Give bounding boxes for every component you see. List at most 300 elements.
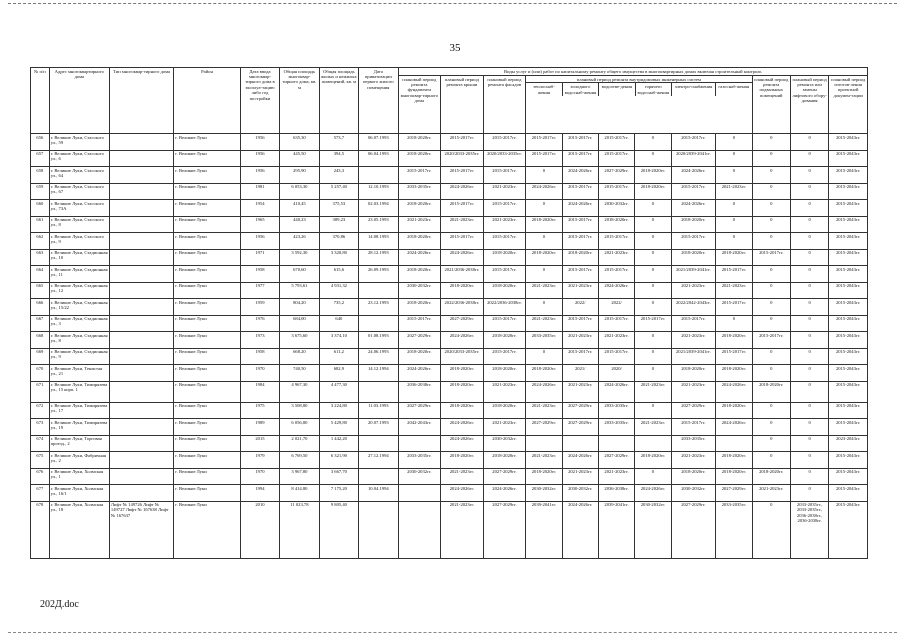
cell-addr: г. Великие Луки, Тимирязева ул., 15 корп. 1: [49, 381, 109, 402]
cell-drain: 2030-2032гг.: [598, 200, 634, 217]
cell-addr: г. Великие Луки, Тенистая ул., 21: [49, 365, 109, 382]
cell-cold: 2021/: [562, 365, 598, 382]
cell-hot: 0: [635, 134, 671, 151]
cell-elec: 2015-2017гг.: [671, 183, 716, 200]
cell-elev: 0: [790, 435, 828, 452]
cell-priv: [359, 315, 398, 332]
cell-roof: 2024-2026гг.: [441, 183, 484, 200]
cell-gas: 2018-2020гг.: [716, 402, 752, 419]
cell-docs: 2015-2043гг.: [829, 468, 868, 485]
cell-priv: 23.12.1993: [359, 299, 398, 316]
cell-addr: г. Великие Луки, Фабричная ул., 2: [49, 452, 109, 469]
cell-addr: г. Великие Луки, Холмская ул., 16/1: [49, 485, 109, 502]
cell-base: 2021-2023гг.: [752, 485, 790, 502]
cell-elev: 0: [790, 381, 828, 402]
cell-base: 0: [752, 200, 790, 217]
cell-priv: 20.07.1993: [359, 419, 398, 436]
cell-addr: г. Великие Луки, Стаcского ул., 67: [49, 183, 109, 200]
cell-year: 1959: [240, 299, 279, 316]
cell-res: 394,5: [319, 150, 358, 167]
cell-drain: 2015-2017гг.: [598, 348, 634, 365]
cell-res: 243,3: [319, 167, 358, 184]
cell-drain: 2021-2023гг.: [598, 332, 634, 349]
header-engineering-subcols: [526, 83, 751, 96]
cell-dist: г. Великие Луки: [174, 134, 240, 151]
cell-roof: 2024-2026гг.: [441, 332, 484, 349]
cell-hot: 2018-2020гг.: [635, 452, 671, 469]
cell-n: 669: [31, 348, 50, 365]
cell-fac: 2018-2020гг.: [483, 332, 526, 349]
cell-found: 2018-2020гг.: [398, 134, 441, 151]
cell-cold: 2027-2029гг.: [562, 419, 598, 436]
cell-drain: 2022/: [598, 299, 634, 316]
cell-dist: г. Великие Луки: [174, 282, 240, 299]
cell-roof: 2027-2029гг.: [441, 315, 484, 332]
cell-base: 0: [752, 419, 790, 436]
cell-found: 2036-2038гг.: [398, 381, 441, 402]
cell-priv: 28.12.1993: [359, 249, 398, 266]
cell-dist: г. Великие Луки: [174, 167, 240, 184]
cell-type: [109, 299, 173, 316]
cell-elev: 0: [790, 233, 828, 250]
cell-docs: 2015-2043гг.: [829, 183, 868, 200]
header-engineering-group: плановый период ремонта внутридомовых инженерных систем: [526, 76, 751, 83]
cell-year: 1975: [240, 402, 279, 419]
cell-cold: 2015-2017гг.: [562, 233, 598, 250]
cell-dist: г. Великие Луки: [174, 419, 240, 436]
cell-found: 2018-2020гг.: [398, 200, 441, 217]
cell-area: 3 675,60: [280, 332, 319, 349]
header-privatization-date: Дата приватизации первого жилого помещения: [359, 68, 398, 134]
cell-area: 3 508,80: [280, 402, 319, 419]
cell-base: 0: [752, 134, 790, 151]
cell-elev: 0: [790, 332, 828, 349]
cell-fac: 2015-2017гг.: [483, 348, 526, 365]
cell-type: [109, 435, 173, 452]
cell-addr: г. Великие Луки, Тимирязева ул., 17: [49, 402, 109, 419]
cell-found: 2015-2017гг.: [398, 167, 441, 184]
cell-year: 1994: [240, 485, 279, 502]
cell-res: 6 321,90: [319, 452, 358, 469]
cell-type: [109, 365, 173, 382]
cell-gas: 0: [716, 233, 752, 250]
cell-docs: 2015-2043гг.: [829, 315, 868, 332]
table-row: [31, 282, 868, 299]
cell-docs: 2015-2043гг.: [829, 332, 868, 349]
cell-elev: 0: [790, 468, 828, 485]
cell-n: 670: [31, 365, 50, 382]
cell-res: 615,6: [319, 266, 358, 283]
cell-hot: 2030-2032гг.: [635, 501, 671, 558]
cell-n: 671: [31, 381, 50, 402]
cell-type: [109, 233, 173, 250]
cell-type: [109, 402, 173, 419]
cell-dist: г. Великие Луки: [174, 468, 240, 485]
cell-n: 663: [31, 249, 50, 266]
cell-elec: 2015-2017гг.: [671, 315, 716, 332]
cell-fac: 2021-2023гг.: [483, 183, 526, 200]
cell-base: 0: [752, 233, 790, 250]
header-design-docs: плановый период изготов-ления проектной докумен-тации: [829, 76, 868, 134]
cell-dist: г. Великие Луки: [174, 402, 240, 419]
cell-area: 635,30: [280, 134, 319, 151]
cell-base: 0: [752, 435, 790, 452]
cell-area: 410,45: [280, 200, 319, 217]
cell-heat: 2024-2026гг.: [526, 381, 562, 402]
cell-res: 682,9: [319, 365, 358, 382]
header-basement: плановый период ремонта подвальных помещений: [752, 76, 790, 134]
cell-docs: 2015-2043гг.: [829, 233, 868, 250]
cell-base: 0: [752, 501, 790, 558]
cell-elec: 2021-2023гг.: [671, 381, 716, 402]
cell-gas: [716, 435, 752, 452]
cell-dist: г. Великие Луки: [174, 183, 240, 200]
cell-type: [109, 249, 173, 266]
bottom-scan-line: [8, 632, 897, 633]
table-body: [31, 134, 868, 559]
cell-type: [109, 266, 173, 283]
cell-priv: 14.08.1993: [359, 233, 398, 250]
cell-roof: 2021-2023гг.: [441, 216, 484, 233]
cell-fac: 2020/2033-2035гг.: [483, 150, 526, 167]
cell-drain: 2021-2023гг.: [598, 249, 634, 266]
cell-res: 3 374,10: [319, 332, 358, 349]
cell-fac: 2018-2020гг.: [483, 365, 526, 382]
cell-dist: г. Великие Луки: [174, 485, 240, 502]
cell-roof: 2022/2036-2038гг.: [441, 299, 484, 316]
table-row: [31, 216, 868, 233]
cell-elec: 2015-2017гг.: [671, 134, 716, 151]
cell-fac: 2024-2026гг.: [483, 485, 526, 502]
cell-roof: 2024-2026гг.: [441, 249, 484, 266]
cell-cold: 2021-2023гг.: [562, 381, 598, 402]
cell-year: 1958: [240, 348, 279, 365]
cell-drain: 2020/: [598, 365, 634, 382]
cell-roof: 2021-2023гг.: [441, 501, 484, 558]
cell-addr: г. Великие Луки, Стадионная ул., 9: [49, 348, 109, 365]
cell-elev: 0: [790, 150, 828, 167]
cell-year: 1970: [240, 365, 279, 382]
cell-n: 673: [31, 419, 50, 436]
cell-heat: 0: [526, 299, 562, 316]
cell-n: 661: [31, 216, 50, 233]
cell-addr: г. Великие Луки, Стадионная ул., 11: [49, 266, 109, 283]
cell-heat: 2018-2020гг.: [526, 249, 562, 266]
cell-dist: г. Великие Луки: [174, 216, 240, 233]
cell-area: 8 414,80: [280, 485, 319, 502]
cell-roof: 2018-2020гг.: [441, 402, 484, 419]
cell-n: 676: [31, 468, 50, 485]
cell-res: 5 257,40: [319, 183, 358, 200]
cell-gas: 2015-2017гг.: [716, 348, 752, 365]
cell-year: 1981: [240, 183, 279, 200]
cell-priv: 23.05.1993: [359, 216, 398, 233]
header-works-group: Виды услуг и (или) работ по капитальному ремонту общего имущества в многоквартирных домах включая строительный контроль: [398, 68, 867, 76]
cell-roof: 2018-2020гг.: [441, 365, 484, 382]
cell-docs: 2015-2043гг.: [829, 419, 868, 436]
cell-area: 445,50: [280, 150, 319, 167]
cell-heat: 2030-2032гг.: [526, 485, 562, 502]
cell-priv: [359, 282, 398, 299]
cell-found: 2030-2032гг.: [398, 282, 441, 299]
cell-hot: 2018-2020гг.: [635, 167, 671, 184]
cell-elev: 0: [790, 216, 828, 233]
header-hot-water: горячего водоснаб-жения: [636, 83, 672, 96]
cell-fac: 2015-2017гг.: [483, 233, 526, 250]
cell-hot: 0: [635, 365, 671, 382]
table-row: [31, 381, 868, 402]
cell-gas: 2024-2026гг.: [716, 381, 752, 402]
cell-year: 2015: [240, 435, 279, 452]
cell-hot: 0: [635, 299, 671, 316]
cell-priv: [359, 381, 398, 402]
cell-fac: 2021-2023гг.: [483, 381, 526, 402]
table-row: [31, 332, 868, 349]
cell-cold: 2027-2029гг.: [562, 402, 598, 419]
cell-found: 2027-2029гг.: [398, 332, 441, 349]
cell-fac: 2022/2036-2038гг.: [483, 299, 526, 316]
cell-dist: г. Великие Луки: [174, 381, 240, 402]
cell-gas: 2018-2020гг.: [716, 452, 752, 469]
cell-drain: 2039-2041гг.: [598, 501, 634, 558]
header-total-area: Общая площадь многоквар-тирного дома, кв. м: [280, 68, 319, 134]
cell-elec: 2021-2023гг.: [671, 452, 716, 469]
cell-cold: 2015-2017гг.: [562, 183, 598, 200]
cell-elev: 0: [790, 266, 828, 283]
cell-drain: [598, 435, 634, 452]
cell-n: 678: [31, 501, 50, 558]
cell-roof: 2020/2033-2035гг.: [441, 150, 484, 167]
cell-cold: 2015-2017гг.: [562, 266, 598, 283]
cell-hot: 0: [635, 216, 671, 233]
cell-area: 740,50: [280, 365, 319, 382]
cell-n: 672: [31, 402, 50, 419]
header-year-built: Дата ввода многоквар-тирного дома в эксплуа-тацию либо год постройки: [240, 68, 279, 134]
cell-found: 2018-2020гг.: [398, 233, 441, 250]
cell-addr: г. Великие Луки, Стаcского ул., 64: [49, 167, 109, 184]
cell-hot: 0: [635, 282, 671, 299]
cell-cold: 2024-2026гг.: [562, 167, 598, 184]
cell-res: 640: [319, 315, 358, 332]
cell-found: [398, 501, 441, 558]
cell-base: 2015-2017гг.: [752, 249, 790, 266]
table-row: [31, 348, 868, 365]
cell-fac: 2018-2020гг.: [483, 249, 526, 266]
cell-docs: 2015-2043гг.: [829, 348, 868, 365]
cell-elec: 2021/2039-2041гг.: [671, 348, 716, 365]
cell-year: 1976: [240, 315, 279, 332]
cell-base: 0: [752, 167, 790, 184]
cell-type: [109, 381, 173, 402]
cell-year: 1989: [240, 419, 279, 436]
cell-type: [109, 485, 173, 502]
table-row: [31, 167, 868, 184]
header-engineering: [526, 76, 752, 134]
cell-roof: 2024-2026гг.: [441, 419, 484, 436]
cell-fac: 2027-2029гг.: [483, 468, 526, 485]
cell-elec: 2024-2026гг.: [671, 200, 716, 217]
cell-base: 0: [752, 216, 790, 233]
cell-heat: 0: [526, 167, 562, 184]
cell-priv: 06.07.1993: [359, 134, 398, 151]
cell-elev: 0: [790, 200, 828, 217]
cell-dist: г. Великие Луки: [174, 200, 240, 217]
cell-elec: 2021-2023гг.: [671, 332, 716, 349]
cell-hot: 0: [635, 266, 671, 283]
cell-elec: 2022/2042-2043гг.: [671, 299, 716, 316]
cell-heat: 2018-2020гг.: [526, 468, 562, 485]
cell-gas: 2018-2020гг.: [716, 365, 752, 382]
cell-cold: 2015-2017гг.: [562, 348, 598, 365]
cell-gas: 2024-2026гг.: [716, 419, 752, 436]
cell-priv: [359, 501, 398, 558]
cell-year: 1956: [240, 167, 279, 184]
cell-drain: 2027-2029гг.: [598, 167, 634, 184]
cell-roof: 2015-2017гг.: [441, 134, 484, 151]
cell-heat: 2039-2041гг.: [526, 501, 562, 558]
cell-elev: 0: [790, 485, 828, 502]
cell-priv: 14.12.1994: [359, 365, 398, 382]
cell-area: 423,26: [280, 233, 319, 250]
cell-year: 1954: [240, 200, 279, 217]
cell-type: Лифт № 149726 Лифт № 149727 Лифт № 167638 Лифт № 167637: [109, 501, 173, 558]
header-electricity: электро-снабжения: [672, 83, 716, 96]
table-row: [31, 452, 868, 469]
cell-dist: г. Великие Луки: [174, 150, 240, 167]
cell-type: [109, 167, 173, 184]
cell-hot: 0: [635, 200, 671, 217]
cell-priv: 24.06.1993: [359, 348, 398, 365]
cell-type: [109, 419, 173, 436]
cell-found: 2024-2026гг.: [398, 365, 441, 382]
cell-gas: 2021-2023гг.: [716, 282, 752, 299]
cell-hot: 0: [635, 150, 671, 167]
cell-base: 2018-2020гг.: [752, 381, 790, 402]
cell-area: 11 023,78: [280, 501, 319, 558]
cell-fac: 2015-2017гг.: [483, 134, 526, 151]
cell-cold: 2021-2023гг.: [562, 282, 598, 299]
cell-found: 2018-2020гг.: [398, 266, 441, 283]
cell-hot: 2018-2020гг.: [635, 183, 671, 200]
cell-elev: 0: [790, 167, 828, 184]
cell-heat: 0: [526, 200, 562, 217]
page-number: 35: [449, 42, 461, 54]
cell-cold: 2024-2026гг.: [562, 501, 598, 558]
cell-n: 668: [31, 332, 50, 349]
cell-elec: 2015-2017гг.: [671, 419, 716, 436]
cell-roof: 2024-2026гг.: [441, 435, 484, 452]
cell-found: 2042-2043гг.: [398, 419, 441, 436]
table-row: [31, 468, 868, 485]
cell-year: 1977: [240, 282, 279, 299]
header-house-type: Тип многоквар-тирного дома: [109, 68, 173, 134]
cell-elev: 0: [790, 299, 828, 316]
cell-priv: [359, 468, 398, 485]
cell-n: 656: [31, 134, 50, 151]
cell-area: 3 592,30: [280, 249, 319, 266]
cell-docs: 2015-2043гг.: [829, 365, 868, 382]
cell-cold: 2030-2032гг.: [562, 485, 598, 502]
cell-roof: 2018-2020гг.: [441, 381, 484, 402]
cell-docs: 2015-2043гг.: [829, 249, 868, 266]
cell-priv: 06.04.1993: [359, 150, 398, 167]
cell-docs: 2015-2043гг.: [829, 485, 868, 502]
cell-fac: 2021-2023гг.: [483, 419, 526, 436]
cell-hot: [635, 435, 671, 452]
cell-type: [109, 452, 173, 469]
cell-area: 3 967,80: [280, 468, 319, 485]
cell-res: 1 442,20: [319, 435, 358, 452]
cell-gas: 2018-2020гг.: [716, 468, 752, 485]
cell-cold: 2015-2017гг.: [562, 216, 598, 233]
cell-docs: 2015-2043гг.: [829, 134, 868, 151]
cell-elec: 2018-2020гг.: [671, 216, 716, 233]
cell-drain: 2015-2017гг.: [598, 233, 634, 250]
cell-gas: 0: [716, 167, 752, 184]
cell-fac: 2021-2023гг.: [483, 216, 526, 233]
cell-found: [398, 485, 441, 502]
cell-fac: 2015-2017гг.: [483, 266, 526, 283]
table-row: [31, 402, 868, 419]
header-roof: плановый период ремонта крыши: [441, 76, 484, 134]
cell-area: 670,60: [280, 266, 319, 283]
header-gas: газоснаб-жения: [718, 84, 750, 90]
cell-elev: 0: [790, 315, 828, 332]
cell-elev: 0: [790, 249, 828, 266]
cell-addr: г. Великие Луки, Стаcского ул., 73А: [49, 200, 109, 217]
cell-addr: г. Великие Луки, Стаcского ул., 9: [49, 233, 109, 250]
table-row: [31, 183, 868, 200]
cell-dist: г. Великие Луки: [174, 315, 240, 332]
cell-base: 0: [752, 315, 790, 332]
cell-drain: 2021-2023гг.: [598, 468, 634, 485]
cell-gas: 0: [716, 150, 752, 167]
cell-cold: 2022/: [562, 299, 598, 316]
cell-res: 4 477,30: [319, 381, 358, 402]
top-scan-line: [8, 3, 897, 4]
cell-elec: 2015-2017гг.: [671, 233, 716, 250]
cell-addr: г. Великие Луки, Стаcского ул., 8: [49, 216, 109, 233]
header-heating: теплоснаб-жения: [526, 83, 562, 96]
cell-n: 660: [31, 200, 50, 217]
cell-year: 1956: [240, 134, 279, 151]
cell-drain: 2018-2020гг.: [598, 216, 634, 233]
cell-drain: 2036-2038гг.: [598, 485, 634, 502]
cell-found: 2018-2020гг.: [398, 299, 441, 316]
cell-n: 675: [31, 452, 50, 469]
cell-cold: 2021-2023гг.: [562, 332, 598, 349]
cell-docs: 2015-2043гг.: [829, 150, 868, 167]
cell-priv: 01.08.1993: [359, 332, 398, 349]
cell-base: 0: [752, 452, 790, 469]
cell-type: [109, 315, 173, 332]
cell-gas: 2015-2017гг.: [716, 299, 752, 316]
cell-n: 677: [31, 485, 50, 502]
header-facade: плановый период ремонта фасадов: [483, 76, 526, 134]
cell-drain: 2027-2029гг.: [598, 452, 634, 469]
table-row: [31, 365, 868, 382]
cell-hot: 0: [635, 233, 671, 250]
cell-hot: 2021-2023гг.: [635, 419, 671, 436]
cell-dist: г. Великие Луки: [174, 452, 240, 469]
cell-elec: 2027-2029гг.: [671, 501, 716, 558]
cell-priv: 12.10.1993: [359, 183, 398, 200]
cell-docs: 2015-2043гг.: [829, 200, 868, 217]
cell-fac: 2018-2020гг.: [483, 282, 526, 299]
cell-res: 9 805,40: [319, 501, 358, 558]
cell-roof: 2021-2023гг.: [441, 468, 484, 485]
cell-roof: 2018-2020гг.: [441, 282, 484, 299]
